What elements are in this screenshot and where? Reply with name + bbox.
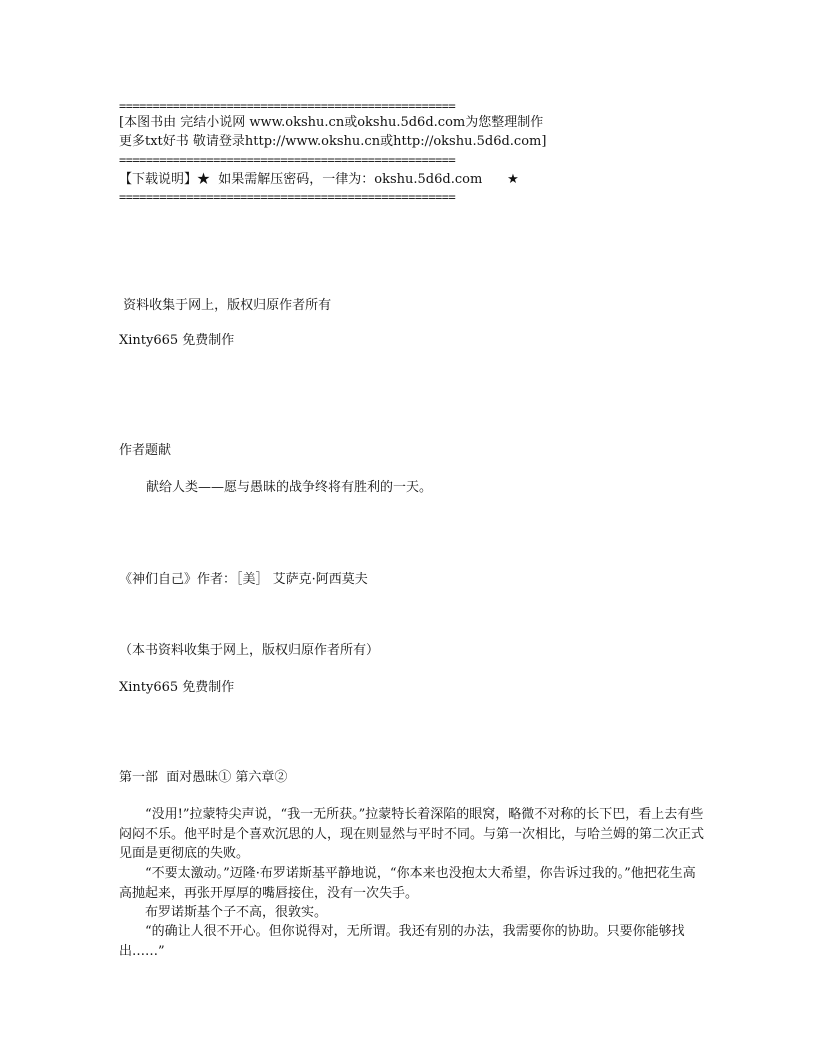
separator-line: ================================================== [119,153,456,167]
chapter-paragraph: “的确让人很不开心。但你说得对，无所谓。我还有别的办法，我需要你的协助。只要你能够找出……” [119,924,685,959]
book-title-line: 《神们自己》作者：［美］ 艾萨克·阿西莫夫 [119,572,368,587]
chapter-heading: 第一部 面对愚昧① 第六章② [119,770,288,785]
header-line-1: [本图书由 完结小说网 www.okshu.cn或okshu.5d6d.com为您整理制作 [119,115,544,130]
header-line-2: 更多txt好书 敬请登录http://www.okshu.cn或http://okshu.5d6d.com] [119,134,547,149]
dedication-heading: 作者题献 [119,443,172,458]
download-note: 【下载说明】★ 如果需解压密码，一律为：okshu.5d6d.com ★ [119,172,519,187]
book-maker: Xinty665 免费制作 [119,680,235,695]
dedication-text: 献给人类——愿与愚昧的战争终将有胜利的一天。 [146,480,433,495]
chapter-paragraph: 布罗诺斯基个子不高，很敦实。 [145,905,328,920]
intro-source-note: 资料收集于网上，版权归原作者所有 [119,298,332,313]
intro-maker: Xinty665 免费制作 [119,333,235,348]
chapter-paragraph: “不要太激动。”迈隆·布罗诺斯基平静地说，“你本来也没抱太大希望，你告诉过我的。”他把花生高高抛起来，再张开厚厚的嘴唇接住，没有一次失手。 [119,866,696,901]
chapter-paragraph: “没用!”拉蒙特尖声说，“我一无所获。”拉蒙特长着深陷的眼窝，略微不对称的长下巴，看上去有些闷闷不乐。他平时是个喜欢沉思的人，现在则显然与平时不同。与第一次相比，与哈兰姆的第二次正式见面是更彻底的失败。 [119,807,705,861]
separator-line: ================================================== [119,99,456,113]
book-source-note: （本书资料收集于网上，版权归原作者所有） [119,643,380,658]
separator-line: ================================================== [119,190,456,204]
